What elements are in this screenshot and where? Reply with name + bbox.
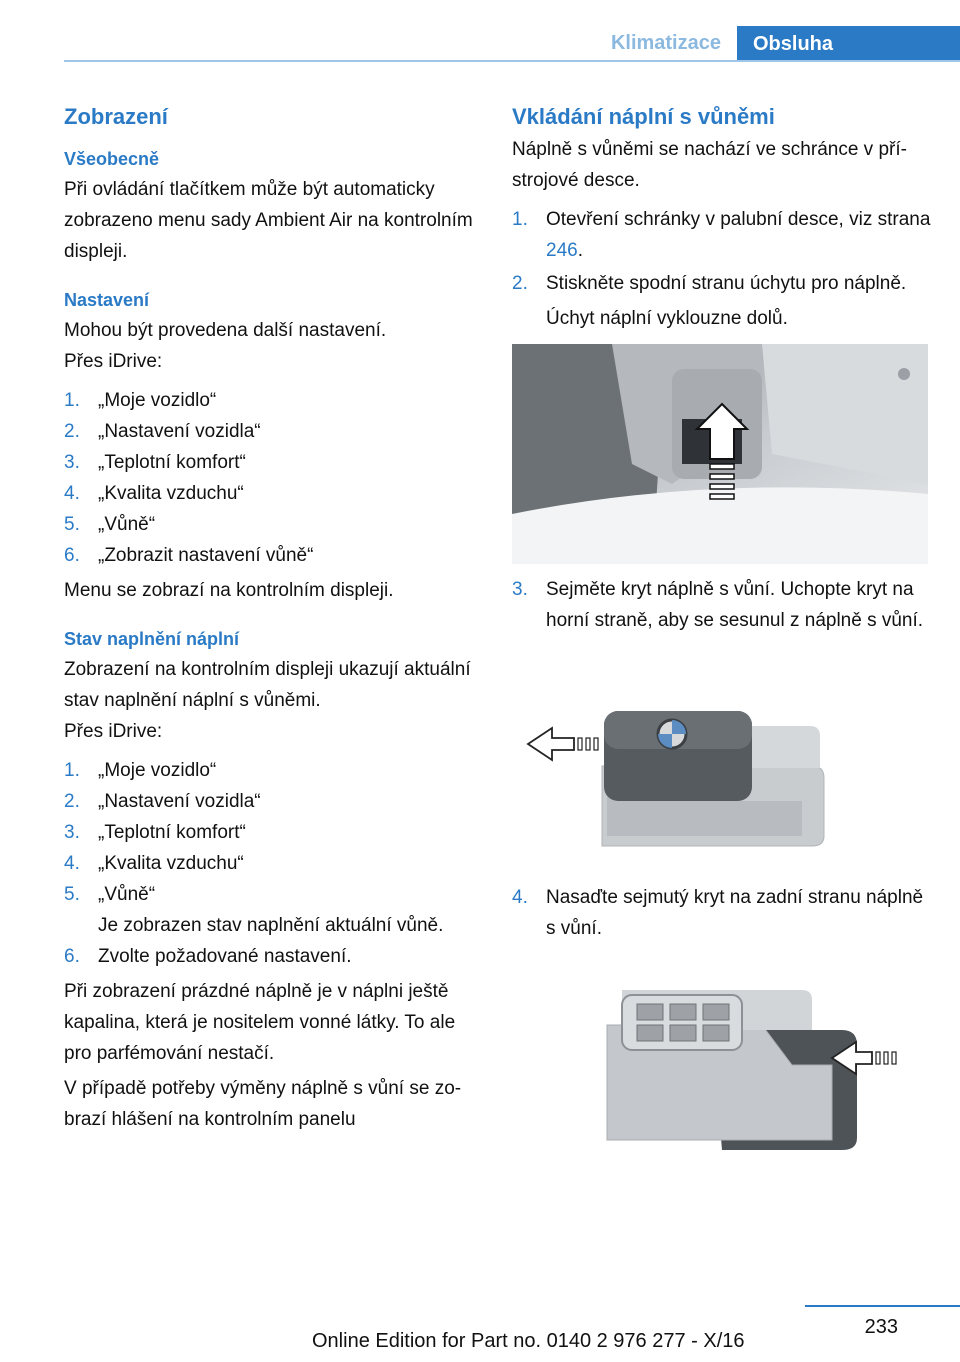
section-title-display: Zobrazení — [64, 104, 168, 129]
list-item: 1. „Moje vozidlo“ — [64, 760, 217, 781]
heading-general: Všeobecně — [64, 149, 160, 169]
list-item: 1. „Moje vozidlo“ — [64, 390, 217, 411]
list-item: 1. Otevření schránky v palubní desce, viz strana 246. — [512, 209, 931, 261]
general-text: Při ovládání tlačítkem může být automaticky zobrazeno menu sady Ambient Air na kontrolním displeji. — [64, 179, 473, 262]
figure-attach-cover-back — [512, 990, 928, 1160]
replace-message-text: V případě potřeby výměny náplně s vůní se zobrazí hlášení na kontrolním panelu — [64, 1078, 462, 1130]
header-active-tab: Obsluha — [737, 26, 960, 62]
list-item-sub: Je zobrazen stav naplnění aktuální vůně. — [98, 915, 444, 936]
list-item: 2. „Nastavení vozidla“ — [64, 791, 261, 812]
list-item: 2. „Nastavení vozidla“ — [64, 421, 261, 442]
header-section: Klimatizace — [610, 31, 721, 54]
header-rule — [64, 60, 960, 62]
inserting-steps-cont — [512, 574, 932, 636]
list-item: 3. „Teplotní komfort“ — [64, 822, 246, 843]
list-item: 6. Zvolte požadované nastavení. — [64, 946, 352, 967]
right-column — [512, 102, 932, 1160]
figure-glovebox-holder — [512, 344, 928, 564]
footer-edition: Online Edition for Part no. 0140 2 976 277 - X/16 — [312, 1330, 745, 1352]
idrive-label: Přes iDrive: — [64, 351, 163, 372]
page-number: 233 — [864, 1316, 898, 1338]
list-item: 6. „Zobrazit nastavení vůně“ — [64, 545, 314, 566]
left-column — [64, 102, 476, 1135]
figure-remove-cover — [512, 656, 928, 856]
fill-status-steps — [64, 755, 476, 972]
list-item: 4. „Kvalita vzduchu“ — [64, 853, 244, 874]
section-title-inserting: Vkládání náplní s vůněmi — [512, 104, 775, 129]
settings-after-text: Menu se zobrazí na kontrolním displeji. — [64, 580, 394, 601]
list-item: 5. „Vůně“ — [64, 884, 156, 905]
heading-settings: Nastavení — [64, 290, 150, 310]
list-item: 5. „Vůně“ — [64, 514, 156, 535]
list-item-sub: Úchyt náplní vyklouzne dolů. — [546, 308, 788, 329]
settings-steps — [64, 385, 476, 571]
list-item: 4. Nasaďte sejmutý kryt na zadní stranu náplně s vůní. — [512, 887, 924, 939]
list-item: 4. „Kvalita vzduchu“ — [64, 483, 244, 504]
list-item: 2. Stiskněte spodní stranu úchytu pro náplně. — [512, 273, 907, 294]
empty-cartridge-text: Při zobrazení prázdné náplně je v náplni ještě kapalina, která je nositelem vonné látky. To ale pro parfémování nestačí. — [64, 981, 456, 1064]
inserting-intro: Náplně s vůněmi se nachází ve schránce v přístrojové desce. — [512, 139, 907, 191]
list-item: 3. Sejměte kryt náplně s vůní. Uchopte kryt na horní straně, aby se sesunul z náplně s vůní. — [512, 579, 924, 631]
heading-fill-status: Stav naplnění náplní — [64, 629, 240, 649]
settings-text: Mohou být provedena další nastavení. — [64, 320, 387, 341]
list-item: 3. „Teplotní komfort“ — [64, 452, 246, 473]
footer-rule — [805, 1305, 960, 1307]
inserting-steps — [512, 204, 932, 334]
page-link[interactable]: 246 — [546, 240, 578, 261]
idrive-label-2: Přes iDrive: — [64, 721, 163, 742]
inserting-steps-cont-2 — [512, 882, 932, 944]
fill-status-text: Zobrazení na kontrolním displeji ukazují aktuální stav naplnění náplní s vůněmi. — [64, 659, 471, 711]
